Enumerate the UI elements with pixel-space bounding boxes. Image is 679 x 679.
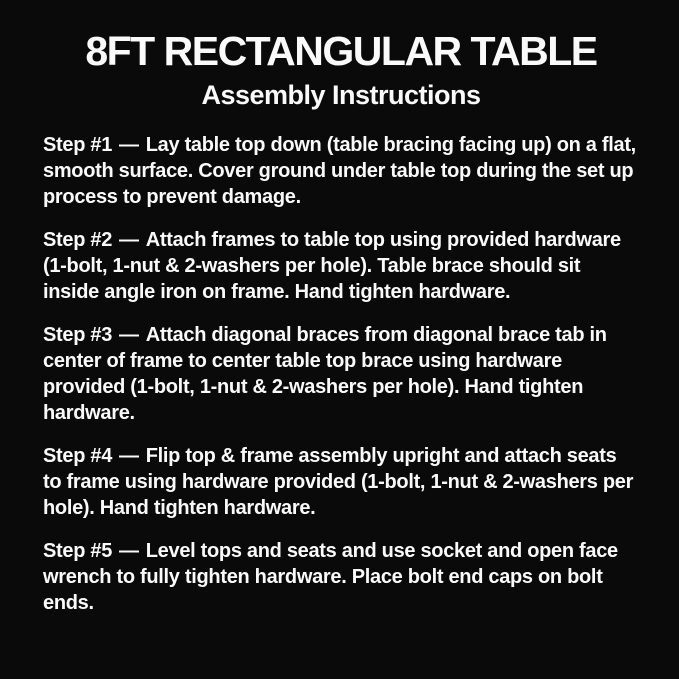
step-text: Lay table top down (table bracing facing up) on a flat, smooth surface. Cover ground under table top during the set up process to prevent damage. (43, 133, 636, 208)
step-item (43, 538, 639, 616)
step-label: Step #4 (43, 444, 113, 467)
step-item (43, 132, 639, 210)
step-item (43, 443, 639, 521)
step-text: Flip top & frame assembly upright and attach seats to frame using hardware provided (1-bolt, 1-nut & 2-washers per hole). Hand tighten hardware. (43, 444, 634, 519)
steps-list (43, 132, 639, 616)
step-dash: — (119, 539, 139, 562)
step-label: Step #3 (43, 323, 113, 346)
step-label: Step #1 (43, 133, 113, 156)
step-item (43, 227, 639, 305)
step-dash: — (119, 323, 139, 346)
step-text: Attach diagonal braces from diagonal brace tab in center of frame to center table top brace using hardware provided (1-bolt, 1-nut & 2-washers per hole). Hand tighten hardware. (43, 323, 607, 424)
step-label: Step #5 (43, 539, 113, 562)
step-dash: — (119, 133, 139, 156)
step-label: Step #2 (43, 228, 113, 251)
page-subtitle: Assembly Instructions (201, 80, 481, 111)
sheet-header (43, 30, 639, 111)
step-dash: — (119, 444, 139, 467)
step-text: Level tops and seats and use socket and open face wrench to fully tighten hardware. Place bolt end caps on bolt ends. (43, 539, 618, 614)
step-dash: — (119, 228, 139, 251)
step-text: Attach frames to table top using provided hardware (1-bolt, 1-nut & 2-washers per hole). Table brace should sit inside angle iron on frame. Hand tighten hardware. (43, 228, 621, 303)
step-item (43, 322, 639, 426)
page-title: 8FT RECTANGULAR TABLE (85, 28, 597, 74)
